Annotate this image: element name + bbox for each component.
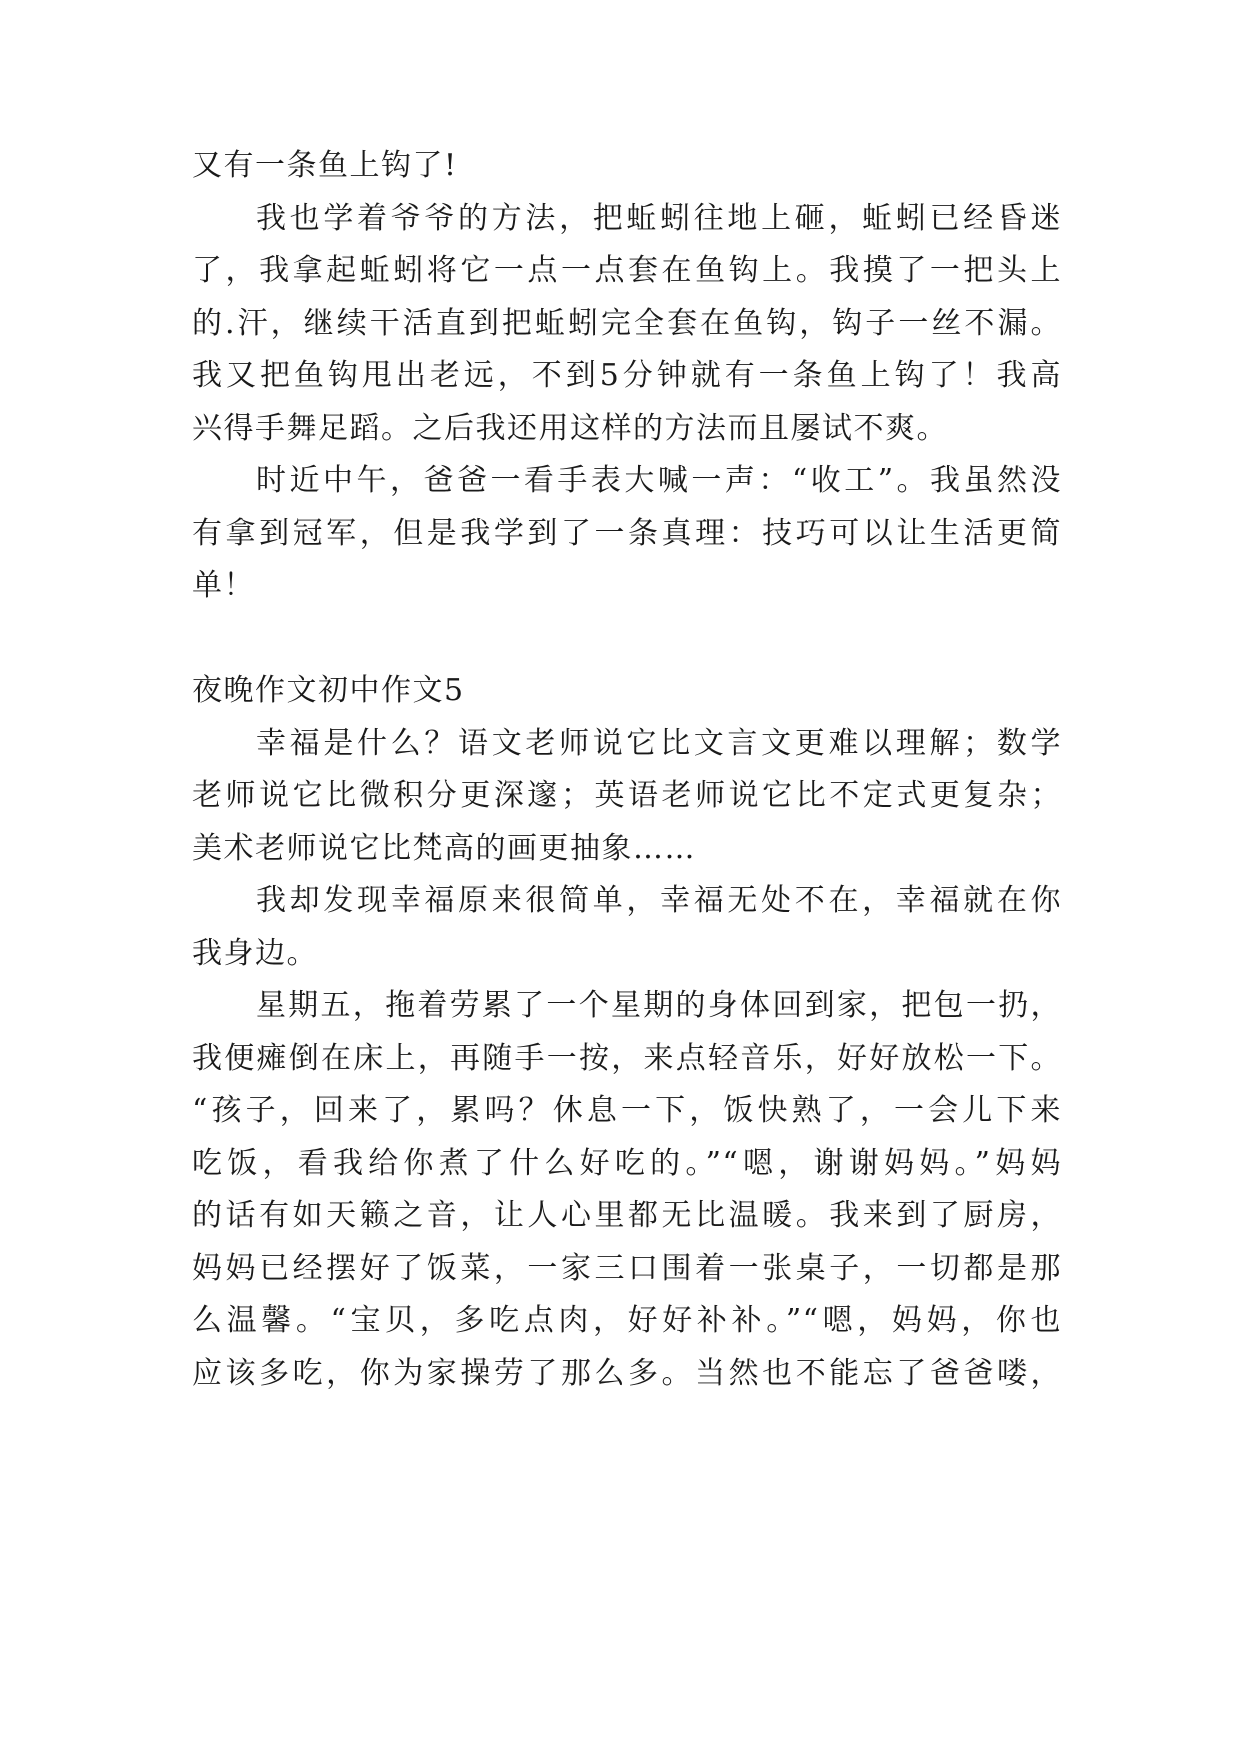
text-line: 老师说它比微积分更深邃；英语老师说它比不定式更复杂；	[192, 778, 1062, 813]
text-line: 我却发现幸福原来很简单，幸福无处不在，幸福就在你	[256, 883, 1062, 918]
text-line: 星期五，拖着劳累了一个星期的身体回到家，把包一扔，	[256, 988, 1062, 1023]
text-line: 的话有如天籁之音，让人心里都无比温暖。我来到了厨房，	[192, 1198, 1062, 1233]
text-line: 妈妈已经摆好了饭菜，一家三口围着一张桌子，一切都是那	[192, 1251, 1062, 1286]
text-line: 吃饭，看我给你煮了什么好吃的。”“嗯，谢谢妈妈。”妈妈	[192, 1146, 1062, 1181]
text-line: 我身边。	[192, 936, 318, 971]
text-line: 的.汗，继续干活直到把蚯蚓完全套在鱼钩，钩子一丝不漏。	[192, 306, 1062, 341]
text-line: 我也学着爷爷的方法，把蚯蚓往地上砸，蚯蚓已经昏迷	[256, 201, 1062, 236]
text-line: 应该多吃，你为家操劳了那么多。当然也不能忘了爸爸喽，	[192, 1356, 1062, 1391]
text-line: 了，我拿起蚯蚓将它一点一点套在鱼钩上。我摸了一把头上	[192, 253, 1062, 288]
text-line: 兴得手舞足蹈。之后我还用这样的方法而且屡试不爽。	[192, 411, 948, 446]
text-line: 美术老师说它比梵高的画更抽象……	[192, 831, 696, 866]
text-line: 又有一条鱼上钩了!	[192, 148, 458, 183]
section-heading: 夜晚作文初中作文5	[192, 673, 465, 708]
text-line: 我便瘫倒在床上，再随手一按，来点轻音乐，好好放松一下。	[192, 1041, 1062, 1076]
text-line: 有拿到冠军，但是我学到了一条真理：技巧可以让生活更简	[192, 516, 1062, 551]
text-line: 幸福是什么？语文老师说它比文言文更难以理解；数学	[256, 726, 1062, 761]
text-line: “孩子，回来了，累吗？休息一下，饭快熟了，一会儿下来	[192, 1093, 1062, 1128]
text-line: 么温馨。“宝贝，多吃点肉，好好补补。”“嗯，妈妈，你也	[192, 1303, 1062, 1338]
text-line: 单！	[192, 568, 255, 603]
text-line: 时近中午，爸爸一看手表大喊一声：“收工”。我虽然没	[256, 463, 1062, 498]
text-line: 我又把鱼钩甩出老远，不到5分钟就有一条鱼上钩了！我高	[192, 358, 1062, 393]
